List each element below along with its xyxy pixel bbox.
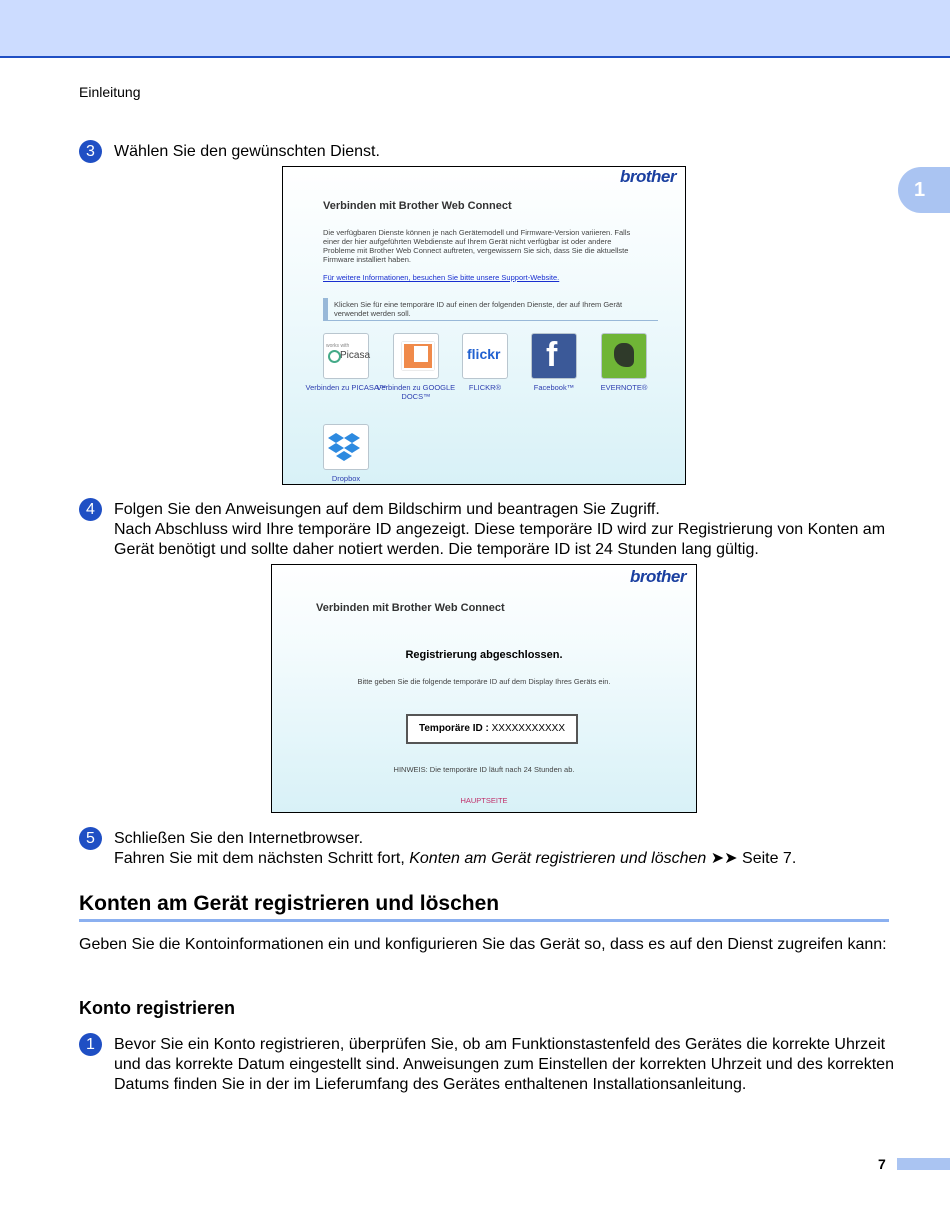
registration-heading: Registrierung abgeschlossen. [405, 649, 563, 661]
cross-reference-link[interactable]: Konten am Gerät registrieren und löschen [409, 850, 707, 867]
subsection-heading: Konto registrieren [79, 998, 236, 1018]
page-number: 7 [878, 1156, 886, 1172]
step-5-text [114, 829, 894, 869]
picasa-icon: works with Picasa [323, 333, 369, 379]
service-selection-screenshot [282, 166, 686, 485]
service-label-google-docs: Verbinden zu GOOGLE DOCS™ [376, 383, 456, 401]
step-4-text [114, 500, 894, 560]
chapter-tab [898, 167, 950, 213]
registration-complete-screenshot [271, 564, 697, 813]
evernote-icon [601, 333, 647, 379]
flickr-icon: flickr [462, 333, 508, 379]
step-5-line2: Fahren Sie mit dem nächsten Schritt fort, Konten am Gerät registrieren und löschen ➤➤ Seite 7. [114, 850, 797, 867]
service-label-dropbox: Dropbox [331, 474, 361, 483]
step-3-text: Wählen Sie den gewünschten Dienst. [114, 143, 380, 160]
heading-rule [79, 919, 889, 922]
step-number-1: 1 [79, 1033, 102, 1056]
brother-logo: brother [620, 167, 676, 186]
support-website-link[interactable]: Für weitere Informationen, besuchen Sie bitte unsere Support-Website. [323, 273, 560, 282]
top-band [0, 0, 950, 58]
double-arrow-icon: ➤➤ [710, 850, 738, 867]
service-label-picasa: Verbinden zu PICASA™ [305, 383, 387, 392]
step-5-line1: Schließen Sie den Internetbrowser. [114, 830, 364, 847]
section-paragraph: Geben Sie die Kontoinformationen ein und konfigurieren Sie das Gerät so, dass es auf den Dienst zugreifen kann: [79, 936, 887, 953]
step-number-4: 4 [79, 498, 102, 521]
page-bar [897, 1158, 950, 1170]
screen2-title: Verbinden mit Brother Web Connect [316, 602, 505, 614]
screen1-intro: Die verfügbaren Dienste können je nach Gerätemodell und Firmware-Version variieren. Falls einer der hier aufgeführten Webdienste auf Ihrem Gerät nicht verfügbar ist oder andere Probleme mit Brother Web Connect auftreten, vergewissern Sie sich, dass Sie die aktuellste Firmware installiert haben. [323, 228, 631, 264]
service-evernote[interactable] [582, 333, 666, 392]
step-1-text: Bevor Sie ein Konto registrieren, überprüfen Sie, ob am Funktionstastenfeld des Gerätes die korrekte Uhrzeit und das korrekte Datum eingestellt sind. Anweisungen zum Einstellen der korrekten Uhrzeit und des korrekten Datums finden Sie in der im Lieferumfang des Gerätes enthaltenen Installationsanleitung. [114, 1036, 894, 1093]
service-label-flickr: FLICKR® [468, 383, 502, 392]
screen1-instruction: Klicken Sie für eine temporäre ID auf einen der folgenden Dienste, der auf Ihrem Gerät verwendet werden soll. [334, 300, 623, 318]
section-heading: Konten am Gerät registrieren und löschen [79, 892, 500, 915]
google-docs-icon [393, 333, 439, 379]
home-link[interactable]: HAUPTSEITE [460, 796, 508, 805]
service-label-facebook: Facebook™ [533, 383, 575, 392]
step-4-line1: Folgen Sie den Anweisungen auf dem Bildschirm und beantragen Sie Zugriff. [114, 501, 660, 518]
temporary-id-value: XXXXXXXXXXX [491, 723, 565, 734]
screen2-instruction: Bitte geben Sie die folgende temporäre ID auf dem Display Ihres Geräts ein. [357, 677, 611, 686]
chapter-number: 1 [914, 179, 926, 201]
step-4-line2: Nach Abschluss wird Ihre temporäre ID angezeigt. Diese temporäre ID wird zur Registrierung von Konten am Gerät benötigt und sollte daher notiert werden. Die temporäre ID ist 24 Stunden lang gültig. [114, 521, 886, 558]
expiry-note: HINWEIS: Die temporäre ID läuft nach 24 Stunden ab. [393, 765, 575, 774]
screen1-title: Verbinden mit Brother Web Connect [323, 200, 512, 212]
facebook-icon: f [531, 333, 577, 379]
instruction-box [323, 298, 658, 321]
section-label: Einleitung [79, 84, 141, 100]
temporary-id-box [406, 714, 578, 744]
temporary-id-label: Temporäre ID : [419, 723, 489, 734]
dropbox-icon [323, 424, 369, 470]
brother-logo: brother [630, 567, 686, 586]
service-dropbox[interactable] [304, 424, 388, 483]
step-number-5: 5 [79, 827, 102, 850]
service-label-evernote: EVERNOTE® [600, 383, 648, 392]
step-number-3: 3 [79, 140, 102, 163]
